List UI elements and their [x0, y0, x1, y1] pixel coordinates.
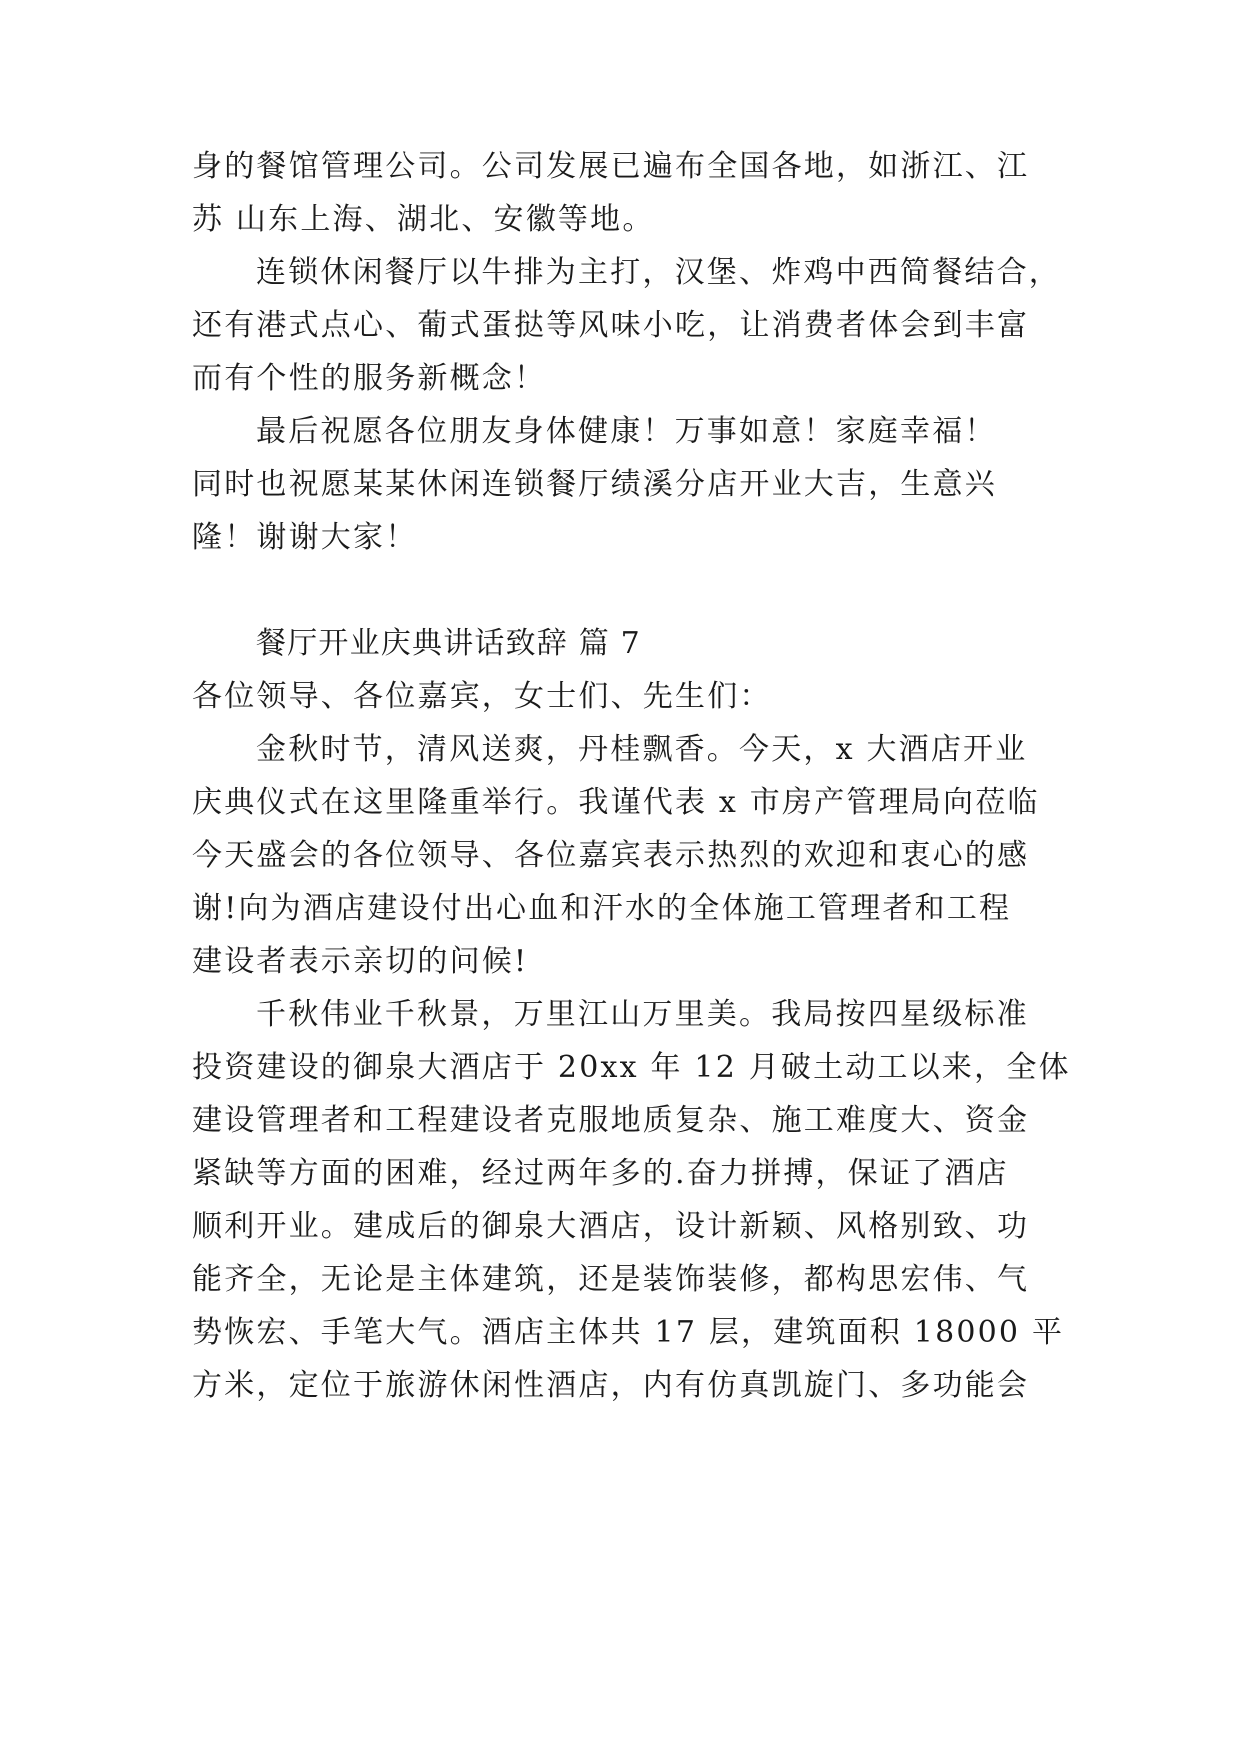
paragraph-4-line-1: 金秋时节，清风送爽，丹桂飘香。今天，x 大酒店开业 — [256, 732, 1028, 767]
paragraph-4-line-4: 谢!向为酒店建设付出心血和汗水的全体施工管理者和工程 — [192, 891, 1012, 926]
paragraph-5-line-2: 投资建设的御泉大酒店于 20xx 年 12 月破土动工以来，全体 — [192, 1050, 1071, 1085]
paragraph-3-line-2: 同时也祝愿某某休闲连锁餐厅绩溪分店开业大吉，生意兴 — [192, 467, 997, 502]
salutation: 各位领导、各位嘉宾，女士们、先生们： — [192, 679, 772, 714]
paragraph-5-line-8: 方米，定位于旅游休闲性酒店，内有仿真凯旋门、多功能会 — [192, 1368, 1030, 1403]
paragraph-2-line-3: 而有个性的服务新概念！ — [192, 361, 547, 396]
paragraph-5-line-4: 紧缺等方面的困难，经过两年多的.奋力拼搏，保证了酒店 — [192, 1156, 1009, 1191]
paragraph-2-line-1: 连锁休闲餐厅以牛排为主打，汉堡、炸鸡中西简餐结合， — [256, 255, 1061, 290]
section-title: 餐厅开业庆典讲话致辞 篇 7 — [256, 626, 641, 661]
paragraph-4-line-3: 今天盛会的各位领导、各位嘉宾表示热烈的欢迎和衷心的感 — [192, 838, 1030, 873]
paragraph-5-line-6: 能齐全，无论是主体建筑，还是装饰装修，都构思宏伟、气 — [192, 1262, 1030, 1297]
paragraph-5-line-5: 顺利开业。建成后的御泉大酒店，设计新颖、风格别致、功 — [192, 1209, 1030, 1244]
paragraph-1-line-2: 苏 山东上海、湖北、安徽等地。 — [192, 202, 655, 237]
paragraph-4-line-2: 庆典仪式在这里隆重举行。我谨代表 x 市房产管理局向莅临 — [192, 785, 1040, 820]
paragraph-1-line-1: 身的餐馆管理公司。公司发展已遍布全国各地，如浙江、江 — [192, 149, 1030, 184]
paragraph-5-line-3: 建设管理者和工程建设者克服地质复杂、施工难度大、资金 — [192, 1103, 1030, 1138]
paragraph-2-line-2: 还有港式点心、葡式蛋挞等风味小吃，让消费者体会到丰富 — [192, 308, 1030, 343]
paragraph-3-line-1: 最后祝愿各位朋友身体健康！万事如意！家庭幸福！ — [256, 414, 997, 449]
paragraph-5-line-7: 势恢宏、手笔大气。酒店主体共 17 层，建筑面积 18000 平 — [192, 1315, 1065, 1350]
paragraph-5-line-1: 千秋伟业千秋景，万里江山万里美。我局按四星级标准 — [256, 997, 1029, 1032]
paragraph-4-line-5: 建设者表示亲切的问候! — [192, 944, 529, 979]
paragraph-3-line-3: 隆！谢谢大家！ — [192, 520, 418, 555]
